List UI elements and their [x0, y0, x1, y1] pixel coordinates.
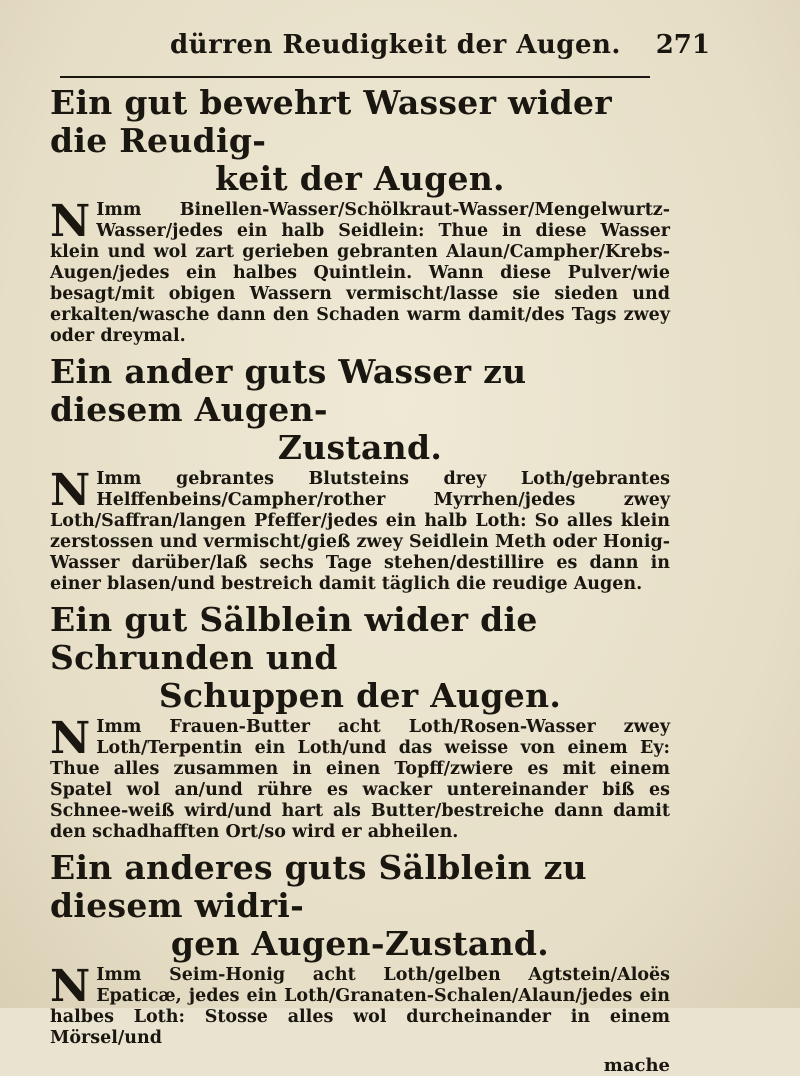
recipe-text: Imm gebrantes Blutsteins drey Loth/gebrantes Helffenbeins/Campher/rother Myrrhen/jedes zwey Loth/Saffran/langen Pfeffer/jedes ein halb Loth: So alles klein zerstossen und vermischt/gieß zwey Seidlein Meth oder Honig-Wasser darüber/laß sechs Tage stehen/destillire es dann in einer blasen/und bestreich damit täglich die reudige Augen. [50, 469, 670, 594]
drop-initial: N [50, 961, 91, 1012]
drop-initial: N [50, 465, 91, 516]
recipe-paragraph [50, 196, 670, 347]
recipe-paragraph [50, 465, 670, 595]
recipe-paragraph [50, 961, 670, 1049]
drop-initial: N [50, 713, 91, 764]
recipe-paragraph [50, 713, 670, 843]
section-heading [50, 353, 670, 467]
heading-line: Ein ander guts Wasser zu diesem Augen- [50, 352, 527, 429]
recipe-text: Imm Seim-Honig acht Loth/gelben Agtstein/Aloës Epaticæ, jedes ein Loth/Granaten-Schalen/Alaun/jedes ein halbes Loth: Stosse alles wol durcheinander in einem Mörsel/und [50, 965, 670, 1048]
catchword: mache [603, 1055, 670, 1076]
page-content [50, 80, 670, 1076]
section-heading [50, 849, 670, 963]
heading-line: Ein gut bewehrt Wasser wider die Reudig- [50, 83, 612, 160]
running-head: dürren Reudigkeit der Augen. [170, 30, 621, 60]
heading-line: Ein gut Sälblein wider die Schrunden und [50, 600, 538, 677]
section-heading [50, 84, 670, 198]
heading-line: Schuppen der Augen. [158, 676, 562, 715]
heading-line: keit der Augen. [215, 159, 505, 198]
recipe-text: Imm Binellen-Wasser/Schölkraut-Wasser/Mengelwurtz-Wasser/jedes ein halb Seidlein: Thue in diese Wasser klein und wol zart gerieben gebranten Alaun/Campher/Krebs-Augen/jedes ein halbes Quintlein. Wann diese Pulver/wie besagt/mit obigen Wassern vermischt/lasse sie sieden und erkalten/wasche dann den Schaden warm damit/des Tags zwey oder dreymal. [50, 200, 670, 346]
heading-line: Ein anderes guts Sälblein zu diesem widri- [50, 848, 587, 925]
section-heading [50, 601, 670, 715]
heading-line: gen Augen-Zustand. [170, 924, 550, 963]
page-number: 271 [655, 30, 710, 60]
drop-initial: N [50, 196, 91, 247]
header-rule [60, 76, 650, 78]
recipe-text: Imm Frauen-Butter acht Loth/Rosen-Wasser zwey Loth/Terpentin ein Loth/und das weisse von einem Ey: Thue alles zusammen in einen Topff/zwiere es mit einem Spatel wol an/und rühre es wacker untereinander biß es Schnee-weiß wird/und hart als Butter/bestreiche dann damit den schadhafften Ort/so wird er abheilen. [50, 717, 670, 842]
heading-line: Zustand. [277, 428, 443, 467]
page-header [150, 30, 710, 70]
